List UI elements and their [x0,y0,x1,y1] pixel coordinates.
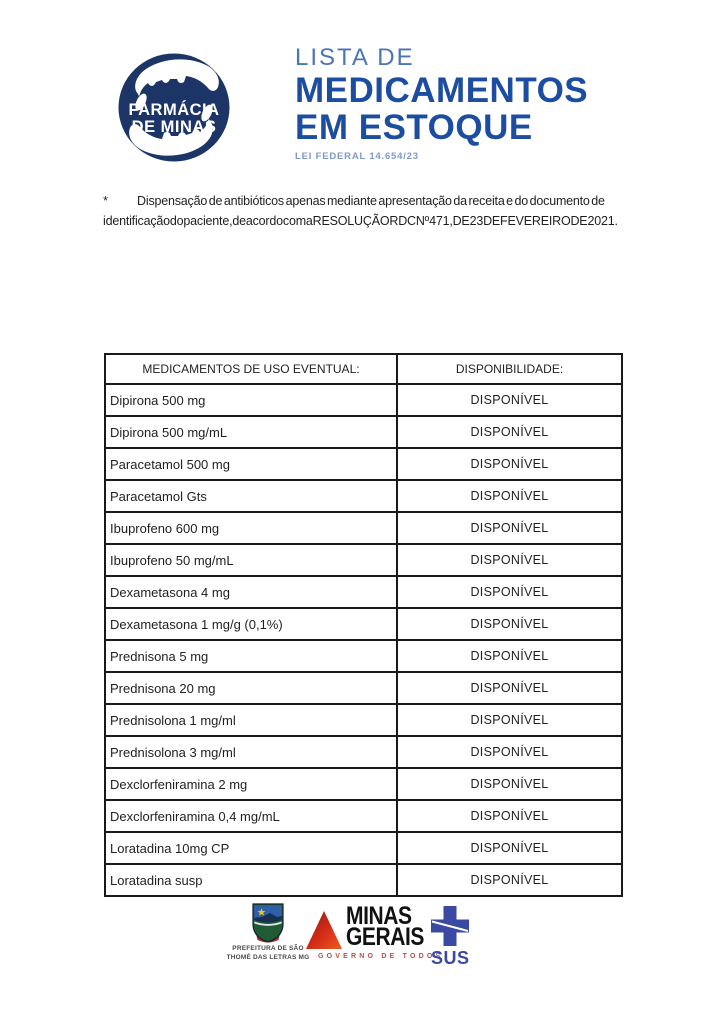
sus-wordmark: SUS [431,948,470,968]
availability-status: DISPONÍVEL [397,704,622,736]
medication-name: Paracetamol 500 mg [105,448,397,480]
note-word: 471, [429,214,453,228]
note-word: apenas [285,194,326,208]
minas-gerais-word2: GERAIS [346,923,425,951]
table-row [105,832,622,864]
availability-status: DISPONÍVEL [397,512,622,544]
table-row [105,736,622,768]
title-lei-federal: LEI FEDERAL 14.654/23 [295,151,419,162]
prefeitura-caption-line1: PREFEITURA DE SÃO [232,945,304,952]
medication-name: Loratadina susp [105,864,397,896]
column-header-medications: MEDICAMENTOS DE USO EVENTUAL: [105,354,397,384]
note-word: 23 [469,214,484,228]
table-row [105,640,622,672]
note-word: antibióticos [223,194,284,208]
note-word: identificação [103,214,170,228]
medication-name: Dexclorfeniramina 2 mg [105,768,397,800]
medication-name: Ibuprofeno 50 mg/mL [105,544,397,576]
note-word: de [208,194,223,208]
title-block [295,44,635,162]
title-em-estoque: EM ESTOQUE [295,108,533,147]
availability-status: DISPONÍVEL [397,864,622,896]
availability-status: DISPONÍVEL [397,416,622,448]
note-word: apresentação [378,194,452,208]
prefeitura-crest-icon [250,903,286,943]
antibiotics-note [103,193,618,235]
availability-status: DISPONÍVEL [397,800,622,832]
medication-name: Dipirona 500 mg/mL [105,416,397,448]
note-word: paciente, [183,214,233,228]
availability-status: DISPONÍVEL [397,544,622,576]
note-word: RDC [389,214,416,228]
medication-name: Prednisolona 3 mg/ml [105,736,397,768]
note-word: receita [468,194,505,208]
medications-table [104,353,623,897]
availability-status: DISPONÍVEL [397,832,622,864]
note-word: DE [570,214,588,228]
note-word: e [506,194,513,208]
note-word: acordo [245,214,283,228]
medication-name: Dexclorfeniramina 0,4 mg/mL [105,800,397,832]
availability-status: DISPONÍVEL [397,576,622,608]
availability-status: DISPONÍVEL [397,672,622,704]
medication-name: Loratadina 10mg CP [105,832,397,864]
medication-name: Ibuprofeno 600 mg [105,512,397,544]
availability-status: DISPONÍVEL [397,768,622,800]
table-row [105,512,622,544]
note-word: DE [452,214,470,228]
table-row [105,544,622,576]
note-word: RESOLUÇÃO [312,214,390,228]
table-row [105,704,622,736]
table-row [105,480,622,512]
table-row [105,672,622,704]
table-row [105,768,622,800]
sus-cross-icon [431,906,469,946]
title-medicamentos: MEDICAMENTOS [295,71,589,110]
note-word: da [453,194,467,208]
note-word: documento [529,194,590,208]
medication-name: Paracetamol Gts [105,480,397,512]
minas-gerais-wordmark [346,902,425,951]
note-word: DE [483,214,501,228]
farmacia-de-minas-logo [118,53,230,162]
availability-status: DISPONÍVEL [397,736,622,768]
medication-name: Dipirona 500 mg [105,384,397,416]
table-row [105,608,622,640]
note-word: Dispensação [137,194,208,208]
minas-gerais-word1: MINAS [346,902,412,930]
column-header-availability: DISPONIBILIDADE: [397,354,622,384]
minas-gerais-triangle-icon [305,910,343,950]
note-word: de [232,214,246,228]
availability-status: DISPONÍVEL [397,384,622,416]
table-row [105,576,622,608]
medication-name: Prednisona 5 mg [105,640,397,672]
medication-name: Prednisona 20 mg [105,672,397,704]
note-word: do [514,194,529,208]
table-row [105,800,622,832]
prefeitura-caption [224,944,312,963]
hands-circle-icon [118,53,230,162]
table-row [105,864,622,896]
note-word: Nº [415,214,430,228]
minas-gerais-slogan: GOVERNO DE TODOS [318,953,444,960]
note-word: a [305,214,313,228]
note-line-2 [103,214,618,235]
note-line-1 [103,193,605,214]
medication-name: Prednisolona 1 mg/ml [105,704,397,736]
note-word: FEVEREIRO [500,214,571,228]
medication-name: Dexametasona 1 mg/g (0,1%) [105,608,397,640]
prefeitura-caption-line2: THOMÉ DAS LETRAS MG [226,954,310,962]
availability-status: DISPONÍVEL [397,640,622,672]
table-header-row [105,354,622,384]
availability-status: DISPONÍVEL [397,448,622,480]
note-word: mediante [326,194,377,208]
logo-text-line2: DE MINAS [131,118,217,136]
table-row [105,448,622,480]
table-body [105,384,622,896]
table-row [105,416,622,448]
note-word: 2021. [587,214,618,228]
title-lista-de: LISTA DE [295,44,415,71]
note-word: do [169,214,184,228]
note-word: de [591,194,605,208]
availability-status: DISPONÍVEL [397,480,622,512]
table-row [105,384,622,416]
availability-status: DISPONÍVEL [397,608,622,640]
note-asterisk: * [103,193,108,208]
logo-text-line1: FARMÁCIA [128,101,220,119]
note-word: com [282,214,306,228]
medication-name: Dexametasona 4 mg [105,576,397,608]
